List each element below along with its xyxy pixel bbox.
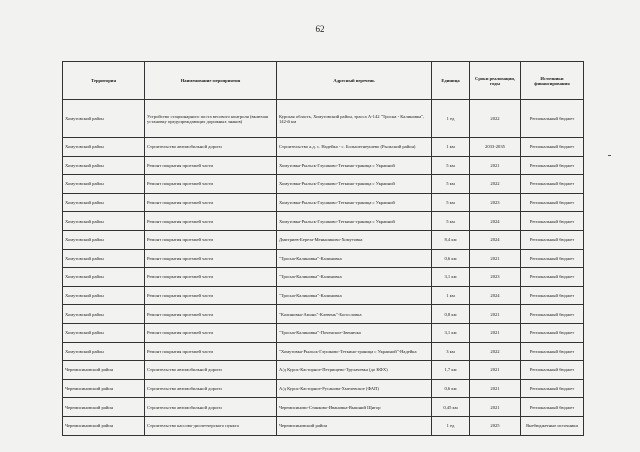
cell-address: А/д Курск-Касторное-Петрищево-Трухачевка (до КФХ) bbox=[277, 361, 432, 380]
cell-source: Региональный бюджет bbox=[521, 379, 584, 398]
cell-address: Хомутовка-Рыльск-Глушково-Теткино-граница с Украиной bbox=[277, 212, 432, 231]
cell-term: 2021 bbox=[470, 398, 521, 417]
cell-unit: 5 км bbox=[432, 193, 470, 212]
cell-activity: Ремонт покрытия проезжей части bbox=[145, 212, 277, 231]
cell-territory: Хомутовский район bbox=[63, 193, 145, 212]
cell-territory: Черемисиновский район bbox=[63, 398, 145, 417]
table-header-row bbox=[63, 62, 584, 100]
cell-activity: Ремонт покрытия проезжей части bbox=[145, 249, 277, 268]
cell-source: Региональный бюджет bbox=[521, 342, 584, 361]
cell-term: 2022 bbox=[470, 100, 521, 138]
cell-territory: Хомутовский район bbox=[63, 286, 145, 305]
cell-source: Внебюджетные источники bbox=[521, 416, 584, 435]
cell-address: А/д Курск-Касторное-Русанова-Хмелевское (ФАП) bbox=[277, 379, 432, 398]
table-row bbox=[63, 249, 584, 268]
cell-address: Строительство а.д. с. Надейка - с. Большегнеушево (Рыльский район) bbox=[277, 138, 432, 157]
cell-territory: Хомутовский район bbox=[63, 305, 145, 324]
cell-term: 2025 bbox=[470, 416, 521, 435]
cell-territory: Черемисиновский район bbox=[63, 361, 145, 380]
cell-unit: 3,1 км bbox=[432, 323, 470, 342]
cell-term: 2022 bbox=[470, 175, 521, 194]
cell-source: Региональный бюджет bbox=[521, 193, 584, 212]
table-row bbox=[63, 379, 584, 398]
cell-unit: 5 км bbox=[432, 156, 470, 175]
cell-activity: Ремонт покрытия проезжей части bbox=[145, 342, 277, 361]
cell-territory: Черемисиновский район bbox=[63, 416, 145, 435]
table-row bbox=[63, 323, 584, 342]
cell-address: "Калиновка-Амонь"-Клевень"-Богословка bbox=[277, 305, 432, 324]
cell-address: Черемисиново-Станково-Ивановка-Вышний Щигор bbox=[277, 398, 432, 417]
cell-activity: Ремонт покрытия проезжей части bbox=[145, 323, 277, 342]
table-body bbox=[63, 100, 584, 436]
header-unit: Единица bbox=[432, 62, 470, 100]
cell-territory: Хомутовский район bbox=[63, 268, 145, 287]
cell-activity: Строительство автомобильной дороги bbox=[145, 379, 277, 398]
cell-territory: Хомутовский район bbox=[63, 138, 145, 157]
cell-term: 2024 bbox=[470, 230, 521, 249]
cell-activity: Ремонт покрытия проезжей части bbox=[145, 305, 277, 324]
table-row bbox=[63, 286, 584, 305]
page-number: 62 bbox=[315, 24, 325, 34]
table-row bbox=[63, 175, 584, 194]
cell-activity: Строительство автомобильной дороги bbox=[145, 361, 277, 380]
cell-term: 2021 bbox=[470, 323, 521, 342]
cell-term: 2023 bbox=[470, 193, 521, 212]
header-term: Сроки реализации, годы bbox=[470, 62, 521, 100]
header-source: Источники финансирования bbox=[521, 62, 584, 100]
header-activity: Наименование мероприятия bbox=[145, 62, 277, 100]
scan-mark bbox=[608, 155, 611, 156]
cell-address: Курская область, Хомутовский район, трасса А-142 "Тросна - Калиновка", 142-й км bbox=[277, 100, 432, 138]
table-row bbox=[63, 398, 584, 417]
cell-source: Региональный бюджет bbox=[521, 268, 584, 287]
cell-unit: 0,8 км bbox=[432, 305, 470, 324]
cell-source: Региональный бюджет bbox=[521, 230, 584, 249]
cell-territory: Хомутовский район bbox=[63, 230, 145, 249]
cell-source: Региональный бюджет bbox=[521, 361, 584, 380]
table-row bbox=[63, 193, 584, 212]
cell-activity: Ремонт покрытия проезжей части bbox=[145, 193, 277, 212]
cell-territory: Хомутовский район bbox=[63, 212, 145, 231]
cell-territory: Хомутовский район bbox=[63, 323, 145, 342]
cell-unit: 1,7 км bbox=[432, 361, 470, 380]
cell-term: 2021 bbox=[470, 249, 521, 268]
cell-activity: Устройство стационарного поста весового контроля (включая установку предупреждающих дорожных знаков) bbox=[145, 100, 277, 138]
cell-address: "Хомутовка-Рыльск-Глушково-Теткино-граница с Украиной"-Надейка bbox=[277, 342, 432, 361]
cell-source: Региональный бюджет bbox=[521, 138, 584, 157]
cell-unit: 1 ед bbox=[432, 100, 470, 138]
table-row bbox=[63, 156, 584, 175]
cell-term: 2023 bbox=[470, 268, 521, 287]
cell-address: "Тросна-Калиновка"-Калиновка bbox=[277, 249, 432, 268]
cell-unit: 0,45 км bbox=[432, 398, 470, 417]
cell-source: Региональный бюджет bbox=[521, 398, 584, 417]
table-row bbox=[63, 361, 584, 380]
cell-address: Дмитриев-Береза-Меньшиково-Хомутовка bbox=[277, 230, 432, 249]
cell-source: Региональный бюджет bbox=[521, 175, 584, 194]
cell-address: Хомутовка-Рыльск-Глушково-Теткино-граница с Украиной bbox=[277, 156, 432, 175]
cell-territory: Хомутовский район bbox=[63, 342, 145, 361]
cell-unit: 1 км bbox=[432, 286, 470, 305]
cell-term: 2024 bbox=[470, 212, 521, 231]
cell-activity: Ремонт покрытия проезжей части bbox=[145, 286, 277, 305]
cell-term: 2021 bbox=[470, 379, 521, 398]
cell-activity: Строительство автомобильной дороги bbox=[145, 398, 277, 417]
cell-address: "Тросна-Калиновка"-Поченское-Звеничка bbox=[277, 323, 432, 342]
cell-unit: 5 км bbox=[432, 175, 470, 194]
cell-unit: 1 ед bbox=[432, 416, 470, 435]
cell-territory: Хомутовский район bbox=[63, 175, 145, 194]
header-address: Адресный перечень bbox=[277, 62, 432, 100]
table-row bbox=[63, 305, 584, 324]
cell-address: "Тросна-Калиновка"-Калиновка bbox=[277, 286, 432, 305]
cell-source: Региональный бюджет bbox=[521, 286, 584, 305]
cell-territory: Хомутовский район bbox=[63, 156, 145, 175]
cell-address: "Тросна-Калиновка"-Калиновка bbox=[277, 268, 432, 287]
cell-term: 2021 bbox=[470, 361, 521, 380]
cell-term: 2024 bbox=[470, 286, 521, 305]
cell-term: 2021 bbox=[470, 156, 521, 175]
cell-source: Региональный бюджет bbox=[521, 212, 584, 231]
table-row bbox=[63, 138, 584, 157]
table-row bbox=[63, 100, 584, 138]
table-row bbox=[63, 230, 584, 249]
cell-address: Хомутовка-Рыльск-Глушково-Теткино-граница с Украиной bbox=[277, 193, 432, 212]
table-row bbox=[63, 212, 584, 231]
cell-unit: 0,6 км bbox=[432, 379, 470, 398]
cell-term: 2033-2035 bbox=[470, 138, 521, 157]
cell-activity: Ремонт покрытия проезжей части bbox=[145, 268, 277, 287]
cell-source: Региональный бюджет bbox=[521, 249, 584, 268]
cell-activity: Строительство автомобильной дороги bbox=[145, 138, 277, 157]
cell-unit: 3 км bbox=[432, 342, 470, 361]
table-row bbox=[63, 268, 584, 287]
cell-territory: Хомутовский район bbox=[63, 249, 145, 268]
cell-term: 2022 bbox=[470, 342, 521, 361]
cell-unit: 0,6 км bbox=[432, 249, 470, 268]
cell-activity: Строительство кассово-диспетчерского пункта bbox=[145, 416, 277, 435]
cell-source: Региональный бюджет bbox=[521, 305, 584, 324]
cell-address: Черемисиновский район bbox=[277, 416, 432, 435]
table-row bbox=[63, 342, 584, 361]
cell-source: Региональный бюджет bbox=[521, 323, 584, 342]
activities-table bbox=[62, 61, 584, 436]
cell-unit: 1 км bbox=[432, 138, 470, 157]
header-territory: Территория bbox=[63, 62, 145, 100]
table-row bbox=[63, 416, 584, 435]
cell-address: Хомутовка-Рыльск-Глушково-Теткино-граница с Украиной bbox=[277, 175, 432, 194]
cell-unit: 3,1 км bbox=[432, 268, 470, 287]
cell-unit: 5 км bbox=[432, 212, 470, 231]
cell-activity: Ремонт покрытия проезжей части bbox=[145, 230, 277, 249]
cell-term: 2021 bbox=[470, 305, 521, 324]
cell-activity: Ремонт покрытия проезжей части bbox=[145, 175, 277, 194]
cell-territory: Хомутовский район bbox=[63, 100, 145, 138]
cell-unit: 8,4 км bbox=[432, 230, 470, 249]
cell-activity: Ремонт покрытия проезжей части bbox=[145, 156, 277, 175]
cell-source: Региональный бюджет bbox=[521, 156, 584, 175]
cell-territory: Черемисиновский район bbox=[63, 379, 145, 398]
cell-source: Региональный бюджет bbox=[521, 100, 584, 138]
